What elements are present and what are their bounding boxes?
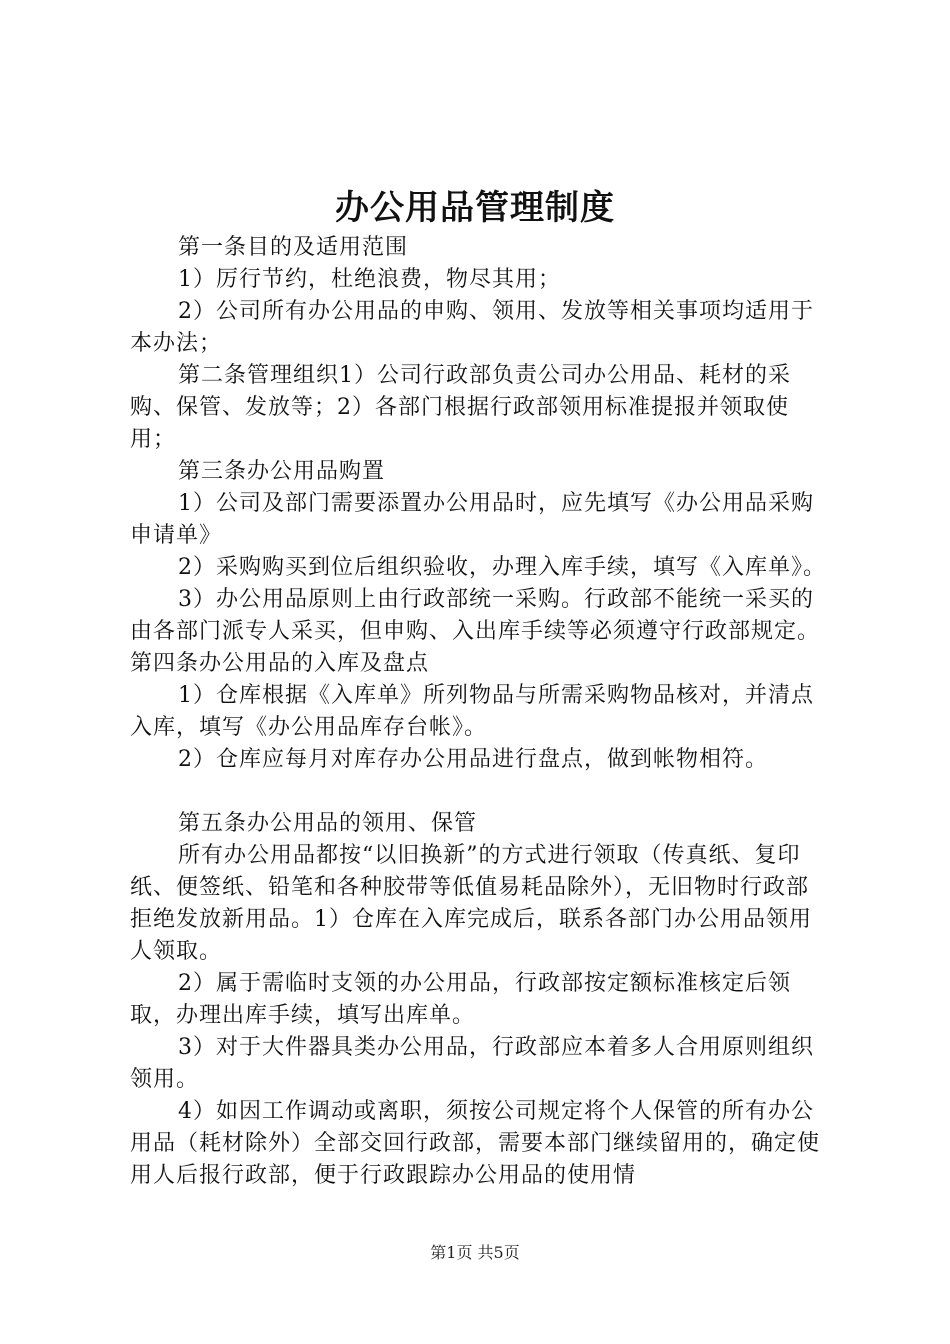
paragraph: 2）仓库应每月对库存办公用品进行盘点，做到帐物相符。 [178, 747, 768, 772]
document-body [130, 232, 830, 1192]
paragraph-article-5-heading: 第五条办公用品的领用、保管 [178, 811, 478, 836]
paragraph-article-2: 第二条管理组织1）公司行政部负责公司办公用品、耗材的采购、保管、发放等；2）各部门根据行政部领用标准提报并领取使用； [130, 363, 791, 452]
paragraph: 2）公司所有办公用品的申购、领用、发放等相关事项均适用于本办法； [130, 299, 814, 356]
paragraph-article-1-heading: 第一条目的及适用范围 [178, 235, 409, 260]
paragraph: 3）对于大件器具类办公用品，行政部应本着多人合用原则组织领用。 [130, 1035, 814, 1092]
page-number-footer: 第1页 共5页 [430, 1243, 520, 1262]
paragraph: 3）办公用品原则上由行政部统一采购。行政部不能统一采买的由各部门派专人采买，但申购、入出库手续等必须遵守行政部规定。第四条办公用品的入库及盘点 [130, 587, 821, 676]
document-title: 办公用品管理制度 [335, 188, 615, 228]
paragraph: 4）如因工作调动或离职，须按公司规定将个人保管的所有办公用品（耗材除外）全部交回行政部，需要本部门继续留用的，确定使用人后报行政部，便于行政跟踪办公用品的使用情 [130, 1099, 821, 1188]
paragraph: 1）仓库根据《入库单》所列物品与所需采购物品核对，并清点入库，填写《办公用品库存台帐》。 [130, 683, 814, 740]
paragraph: 2）采购购买到位后组织验收，办理入库手续，填写《入库单》。 [178, 555, 826, 580]
paragraph: 1）厉行节约，杜绝浪费，物尽其用； [178, 267, 561, 292]
paragraph: 所有办公用品都按“以旧换新”的方式进行领取（传真纸、复印纸、便签纸、铅笔和各种胶带等低值易耗品除外），无旧物时行政部拒绝发放新用品。1）仓库在入库完成后，联系各部门办公用品领用人领取。 [130, 843, 812, 964]
paragraph: 2）属于需临时支领的办公用品，行政部按定额标准核定后领取，办理出库手续，填写出库单。 [130, 971, 791, 1028]
paragraph: 1）公司及部门需要添置办公用品时，应先填写《办公用品采购申请单》 [130, 491, 814, 548]
paragraph-article-3-heading: 第三条办公用品购置 [178, 459, 386, 484]
